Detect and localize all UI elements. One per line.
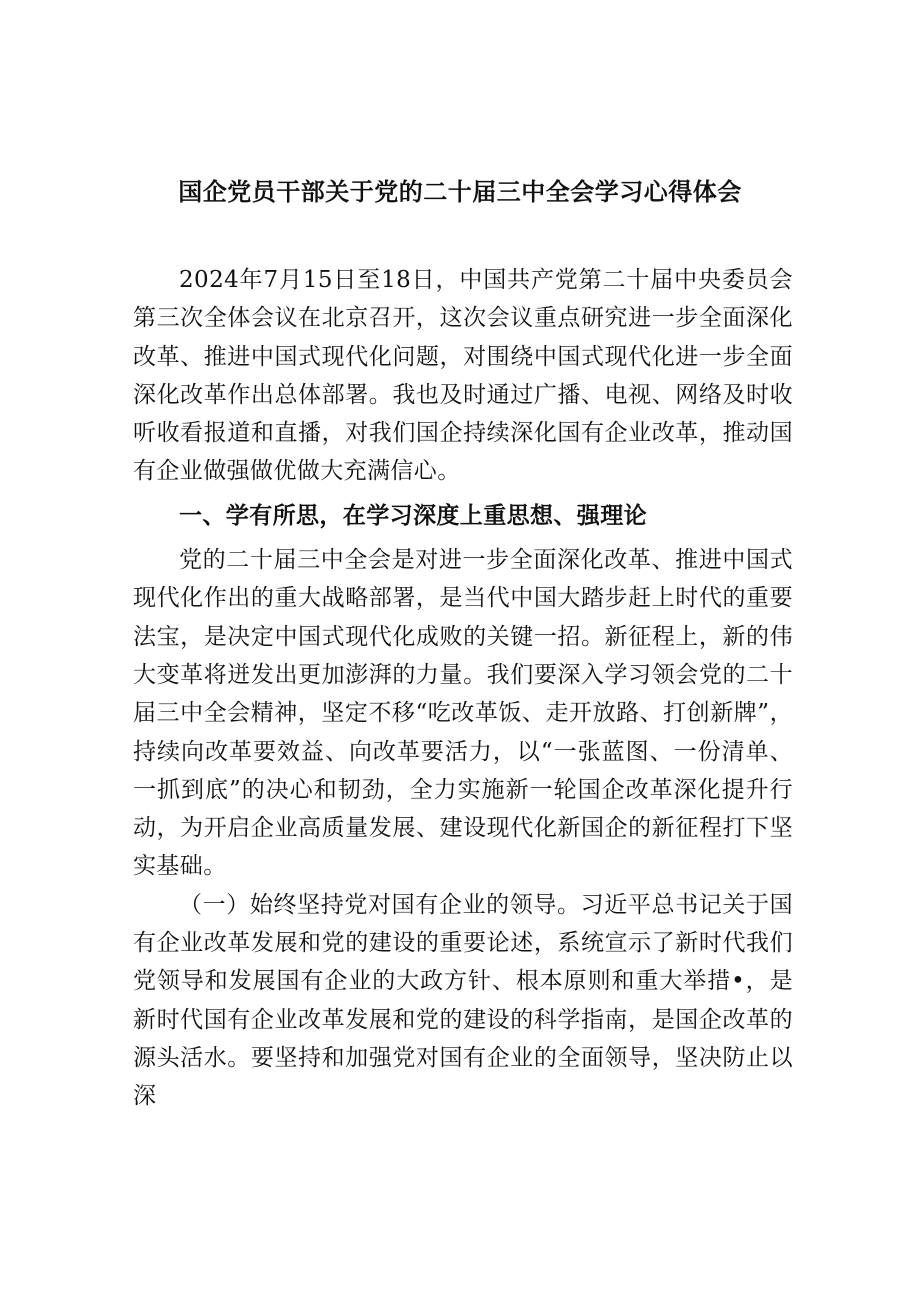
section-heading: 一、学有所思，在学习深度上重思想、强理论 — [179, 502, 647, 529]
body-paragraph: 党的二十届三中全会是对进一步全面深化改革、推进中国式现代化作出的重大战略部署，是当代中国大踏步赶上时代的重要法宝，是决定中国式现代化成败的关键一招。新征程上，新的伟大变革将迸发出更加澎湃的力量。我们要深入学习领会党的二十届三中全会精神，坚定不移“吃改革饭、走开放路、打创新牌”，持续向改革要效益、向改革要活力，以“一张蓝图、一份清单、一抓到底”的决心和韧劲，全力实施新一轮国企改革深化提升行动，为开启企业高质量发展、建设现代化新国企的新征程打下坚实基础。 — [133, 547, 793, 880]
document-body — [133, 261, 793, 1116]
intro-paragraph: 2024年7月15日至18日，中国共产党第二十届中央委员会第三次全体会议在北京召开，这次会议重点研究进一步全面深化改革、推进中国式现代化问题，对围绕中国式现代化进一步全面深化改革作出总体部署。我也及时通过广播、电视、网络及时收听收看报道和直播，对我们国企持续深化国有企业改革，推动国有企业做强做优做大充满信心。 — [133, 267, 793, 485]
document-title: 国企党员干部关于党的二十届三中全会学习心得体会 — [178, 178, 742, 206]
body-paragraph: （一）始终坚持党对国有企业的领导。习近平总书记关于国有企业改革发展和党的建设的重要论述，系统宣示了新时代我们党领导和发展国有企业的大政方针、根本原则和重大举措•，是新时代国有企业改革发展和党的建设的科学指南，是国企改革的源头活水。要坚持和加强党对国有企业的全面领导，坚决防止以深 — [133, 891, 793, 1110]
